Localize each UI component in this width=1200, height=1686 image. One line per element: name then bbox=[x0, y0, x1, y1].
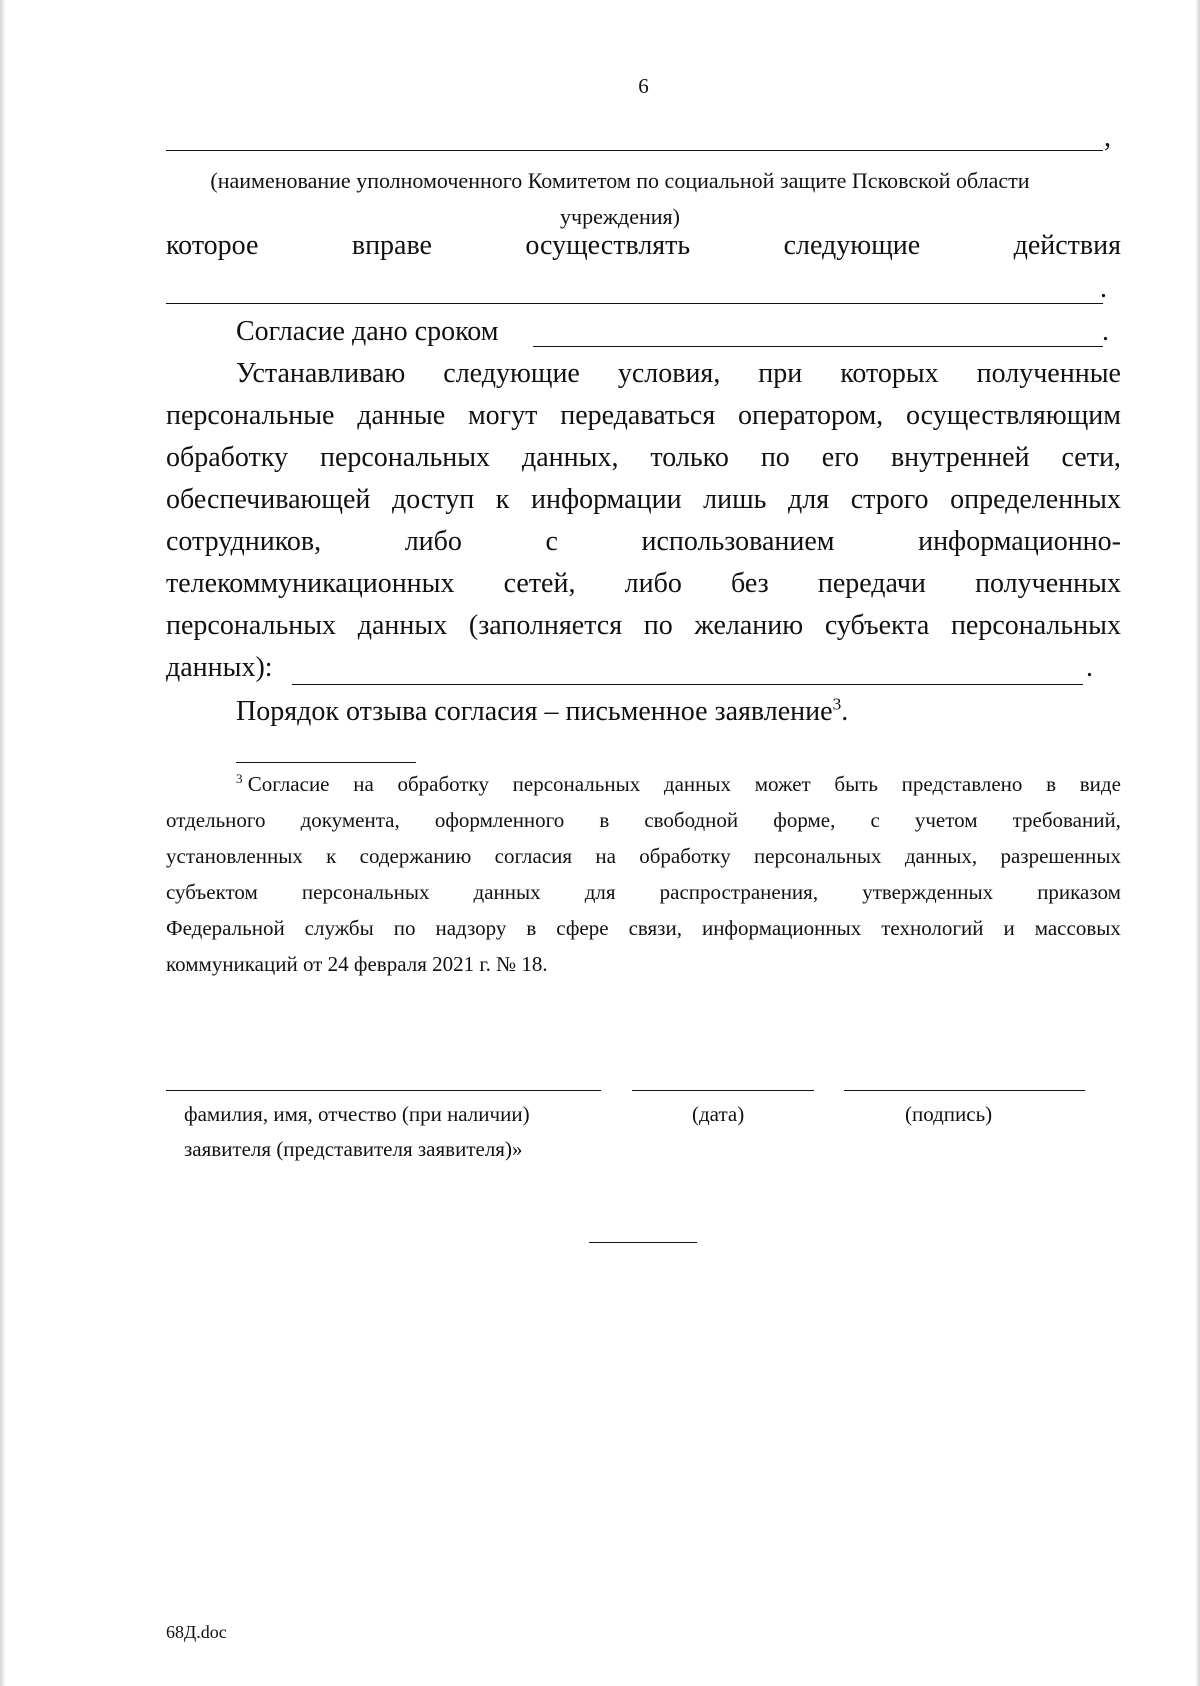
conditions-word: могут bbox=[467, 400, 538, 431]
footnote-number: 3 bbox=[236, 770, 243, 786]
file-name: 68Д.doc bbox=[166, 1622, 227, 1642]
footnote-word: к bbox=[326, 844, 337, 868]
conditions-word: субъекта bbox=[824, 610, 930, 641]
actions-word: следующие bbox=[783, 230, 921, 261]
conditions-word: определенных bbox=[950, 484, 1121, 515]
conditions-word: его bbox=[821, 442, 859, 473]
footnote-word: службы bbox=[304, 916, 374, 940]
actions-word: которое bbox=[166, 230, 259, 261]
footnote-word: быть bbox=[834, 772, 878, 796]
conditions-line bbox=[166, 610, 1121, 642]
footnote-word: в bbox=[599, 808, 610, 832]
conditions-word: информационно- bbox=[918, 526, 1121, 557]
revocation-label: Порядок отзыва согласия – письменное заявление bbox=[236, 696, 833, 727]
revocation-end: . bbox=[841, 696, 849, 727]
conditions-word: внутренней bbox=[890, 442, 1030, 473]
conditions-word: лишь bbox=[703, 484, 767, 515]
conditions-word: по bbox=[643, 610, 673, 641]
footnote-reference: 3 bbox=[832, 694, 842, 714]
footnote-word: может bbox=[754, 772, 811, 796]
footnote-word: и bbox=[1003, 916, 1015, 940]
footnote-word: на bbox=[595, 844, 616, 868]
conditions-word: желанию bbox=[694, 610, 804, 641]
footnote-word: персональных bbox=[301, 880, 430, 904]
footnote-word: с bbox=[870, 808, 880, 832]
footnote-word: учетом bbox=[914, 808, 978, 832]
footnote-word: распространения, bbox=[659, 880, 819, 904]
name-signature-line bbox=[166, 1090, 601, 1091]
conditions-word: сотрудников, bbox=[166, 526, 322, 557]
footnote-word: содержанию bbox=[359, 844, 472, 868]
name-caption-line-1: фамилия, имя, отчество (при наличии) bbox=[184, 1102, 530, 1126]
footnote-word: данных bbox=[473, 880, 541, 904]
name-caption-line-2: заявителя (представителя заявителя)» bbox=[184, 1137, 523, 1161]
footnote-word: Федеральной bbox=[166, 916, 285, 940]
conditions-word: либо bbox=[404, 526, 462, 557]
footnote-word: обработку bbox=[397, 772, 489, 796]
conditions-word: данные bbox=[357, 400, 446, 431]
footnote-word: массовых bbox=[1034, 916, 1121, 940]
conditions-line bbox=[166, 484, 1121, 516]
conditions-word: сети, bbox=[1061, 442, 1121, 473]
footnote-line bbox=[166, 916, 1121, 941]
footnote-word: на bbox=[353, 772, 374, 796]
actions-line bbox=[166, 303, 1103, 304]
consent-term-line bbox=[533, 346, 1103, 347]
conditions-word: доступ bbox=[391, 484, 475, 515]
footnote-line bbox=[166, 880, 1121, 905]
footnote-word: форме, bbox=[773, 808, 836, 832]
footnote-word: по bbox=[393, 916, 416, 940]
actions-sentence bbox=[166, 230, 1121, 262]
revocation-text bbox=[236, 696, 848, 728]
footnote-last-line: коммуникаций от 24 февраля 2021 г. № 18. bbox=[166, 952, 548, 976]
authority-name-line-comma: , bbox=[1104, 122, 1111, 153]
scan-left-edge bbox=[0, 0, 6, 1686]
footnote-word: Согласие bbox=[247, 772, 330, 796]
footnote-word: согласия bbox=[494, 844, 573, 868]
conditions-word: полученные bbox=[976, 358, 1121, 389]
signature-caption: (подпись) bbox=[905, 1102, 993, 1126]
conditions-last-line-end: . bbox=[1086, 652, 1093, 683]
conditions-word: без bbox=[730, 568, 769, 599]
footnote-word: утвержденных bbox=[862, 880, 994, 904]
closing-separator bbox=[589, 1242, 697, 1243]
consent-term-end: . bbox=[1102, 316, 1109, 347]
conditions-word: данных, bbox=[521, 442, 619, 473]
footnote-line bbox=[166, 844, 1121, 869]
date-caption: (дата) bbox=[692, 1102, 745, 1126]
actions-word: вправе bbox=[351, 230, 432, 261]
authority-name-line bbox=[166, 150, 1103, 151]
conditions-word: осуществляющим bbox=[905, 400, 1121, 431]
scan-right-edge bbox=[1195, 0, 1200, 1686]
footnote-word: требований, bbox=[1012, 808, 1121, 832]
footnote-word: виде bbox=[1079, 772, 1121, 796]
conditions-word: персональных bbox=[166, 610, 337, 641]
conditions-word: персональные bbox=[166, 400, 335, 431]
footnote-word: отдельного bbox=[166, 808, 266, 832]
footnote-word: надзору bbox=[435, 916, 507, 940]
conditions-word: использованием bbox=[641, 526, 835, 557]
footnote-word: в bbox=[526, 916, 537, 940]
actions-line-end: . bbox=[1100, 273, 1107, 304]
conditions-word: оператором, bbox=[738, 400, 884, 431]
footnote-word: для bbox=[584, 880, 616, 904]
footnote-word: данных bbox=[663, 772, 731, 796]
conditions-word: персональных bbox=[950, 610, 1121, 641]
footnote-word: установленных bbox=[166, 844, 303, 868]
footnote-word: представлено bbox=[901, 772, 1023, 796]
conditions-word: к bbox=[495, 484, 510, 515]
footnote-line bbox=[166, 808, 1121, 833]
conditions-word: информации bbox=[530, 484, 682, 515]
footnote-word: связи, bbox=[628, 916, 682, 940]
conditions-word: строго bbox=[850, 484, 929, 515]
conditions-word: по bbox=[760, 442, 790, 473]
conditions-line bbox=[166, 568, 1121, 600]
conditions-word: условия, bbox=[617, 358, 721, 389]
conditions-word: при bbox=[758, 358, 803, 389]
footnote-word: субъектом bbox=[166, 880, 258, 904]
date-signature-line bbox=[632, 1090, 814, 1091]
conditions-word: с bbox=[545, 526, 558, 557]
conditions-last-line-start: данных): bbox=[166, 652, 273, 683]
footnote-word: в bbox=[1046, 772, 1057, 796]
footnote-word: данных, bbox=[904, 844, 978, 868]
conditions-word: (заполняется bbox=[468, 610, 623, 641]
conditions-word: которых bbox=[840, 358, 939, 389]
footnote-word: персональных bbox=[512, 772, 641, 796]
actions-word: осуществлять bbox=[525, 230, 691, 261]
conditions-word: сетей, bbox=[503, 568, 576, 599]
footnote-word: оформленного bbox=[434, 808, 565, 832]
conditions-word: для bbox=[788, 484, 830, 515]
conditions-word: телекоммуникационных bbox=[166, 568, 455, 599]
consent-term-label: Согласие дано сроком bbox=[236, 316, 499, 347]
authority-caption: (наименование уполномоченного Комитетом по социальной защите Псковской области учреждения) bbox=[210, 168, 1030, 229]
conditions-word: персональных bbox=[319, 442, 491, 473]
conditions-fill-line bbox=[292, 684, 1083, 685]
conditions-word: обработку bbox=[166, 442, 288, 473]
conditions-word: данных bbox=[357, 610, 448, 641]
footnote-word: разрешенных bbox=[1000, 844, 1121, 868]
conditions-word: полученных bbox=[975, 568, 1121, 599]
footnote-word: информационных bbox=[701, 916, 862, 940]
conditions-word: обеспечивающей bbox=[166, 484, 371, 515]
footnote-word: персональных bbox=[754, 844, 882, 868]
footnote-first-word bbox=[236, 772, 330, 797]
conditions-word: передаваться bbox=[560, 400, 716, 431]
conditions-word: либо bbox=[624, 568, 682, 599]
footnote-line bbox=[236, 772, 1121, 797]
actions-word: действия bbox=[1013, 230, 1121, 261]
conditions-line bbox=[236, 358, 1121, 390]
conditions-word: следующие bbox=[443, 358, 580, 389]
conditions-word: передачи bbox=[817, 568, 926, 599]
conditions-line bbox=[166, 400, 1121, 432]
conditions-line bbox=[166, 526, 1121, 558]
signature-line bbox=[844, 1090, 1085, 1091]
footnote-word: приказом bbox=[1037, 880, 1121, 904]
conditions-word: Устанавливаю bbox=[236, 358, 406, 389]
footnote-word: технологий bbox=[881, 916, 984, 940]
footnote-word: документа, bbox=[300, 808, 400, 832]
footnote-separator bbox=[236, 762, 416, 763]
page-number: 6 bbox=[638, 74, 649, 98]
conditions-line bbox=[166, 442, 1121, 474]
footnote-word: свободной bbox=[644, 808, 739, 832]
footnote-word: сфере bbox=[556, 916, 609, 940]
footnote-word: обработку bbox=[639, 844, 731, 868]
conditions-word: только bbox=[650, 442, 729, 473]
